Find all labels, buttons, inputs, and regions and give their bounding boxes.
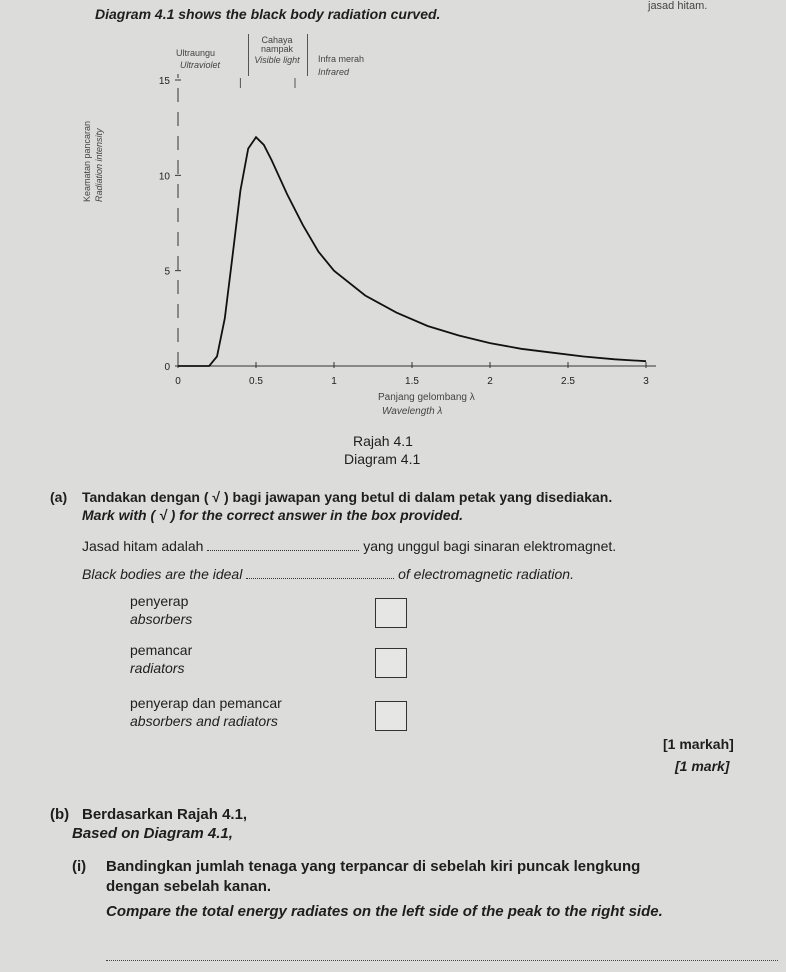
- subquestion-ms-1: Bandingkan jumlah tenaga yang terpancar di sebelah kiri puncak lengkung: [106, 858, 641, 875]
- answer-line: [106, 960, 778, 961]
- statement-en-pre: Black bodies are the ideal: [82, 566, 243, 582]
- option-3-ms: penyerap dan pemancar: [130, 695, 282, 711]
- statement-ms: [82, 538, 616, 554]
- question-a-instr-en: Mark with ( √ ) for the correct answer in the box provided.: [82, 507, 464, 523]
- band-ir-en: Infrared: [318, 67, 350, 77]
- y-tick-label: 10: [158, 171, 170, 183]
- statement-ms-pre: Jasad hitam adalah: [82, 538, 204, 554]
- y-tick-label: 5: [164, 266, 170, 278]
- y-tick-label: 0: [164, 362, 170, 373]
- caption-ms: Rajah 4.1: [353, 433, 413, 449]
- caption-en: Diagram 4.1: [344, 451, 421, 467]
- subquestion-ms-2: dengan sebelah kanan.: [106, 878, 272, 895]
- option-3-checkbox[interactable]: [375, 701, 407, 731]
- xlabel-ms: Panjang gelombang λ: [378, 392, 475, 403]
- question-b-line1-en: Based on Diagram 4.1,: [72, 825, 233, 842]
- statement-ms-post: yang unggul bagi sinaran elektromagnet.: [363, 538, 617, 554]
- option-3-en: absorbers and radiators: [130, 713, 278, 729]
- radiation-curve: [178, 137, 646, 366]
- statement-en-post: of electromagnetic radiation.: [398, 566, 574, 582]
- xlabel-en: Wavelength λ: [382, 406, 443, 417]
- x-tick-label: 0: [175, 376, 181, 387]
- intro-text: Diagram 4.1 shows the black body radiation curved.: [95, 6, 441, 22]
- y-tick-label: 15: [158, 76, 170, 87]
- ylabel-en: Radiation intensity: [94, 128, 104, 202]
- question-a-label: (a): [50, 489, 68, 505]
- option-1-checkbox[interactable]: [375, 598, 407, 628]
- option-1-en: absorbers: [130, 611, 193, 627]
- marks-en: [1 mark]: [675, 758, 730, 774]
- option-2-en: radiators: [130, 660, 185, 676]
- x-tick-label: 0.5: [249, 376, 263, 387]
- subquestion-en: Compare the total energy radiates on the left side of the peak to the right side.: [106, 903, 663, 920]
- x-tick-label: 3: [643, 376, 649, 387]
- x-tick-label: 1.5: [405, 376, 419, 387]
- blank-en: [246, 578, 394, 579]
- question-b-line1-ms: Berdasarkan Rajah 4.1,: [82, 806, 248, 823]
- question-a-instr-ms: Tandakan dengan ( √ ) bagi jawapan yang betul di dalam petak yang disediakan.: [82, 489, 613, 505]
- band-visible-ms: Cahaya nampak: [260, 35, 294, 54]
- marks-ms: [1 markah]: [663, 736, 734, 752]
- band-uv-en: Ultraviolet: [180, 60, 221, 70]
- option-2-checkbox[interactable]: [375, 648, 407, 678]
- x-tick-label: 1: [331, 376, 337, 387]
- subquestion-label: (i): [72, 858, 87, 875]
- statement-en: [82, 566, 574, 582]
- question-b-label: (b): [50, 806, 70, 823]
- radiation-chart: [0, 0, 786, 420]
- option-1-ms: penyerap: [130, 593, 189, 609]
- blank-ms: [207, 550, 359, 551]
- header-snippet: jasad hitam.: [648, 0, 708, 12]
- x-tick-label: 2.5: [561, 376, 575, 387]
- option-2-ms: pemancar: [130, 642, 193, 658]
- ylabel-ms: Keamatan pancaran: [82, 120, 92, 202]
- band-uv-ms: Ultraungu: [176, 48, 216, 58]
- x-tick-label: 2: [487, 376, 493, 387]
- band-ir-ms: Infra merah: [318, 54, 365, 64]
- band-visible-en: Visible light: [254, 55, 300, 65]
